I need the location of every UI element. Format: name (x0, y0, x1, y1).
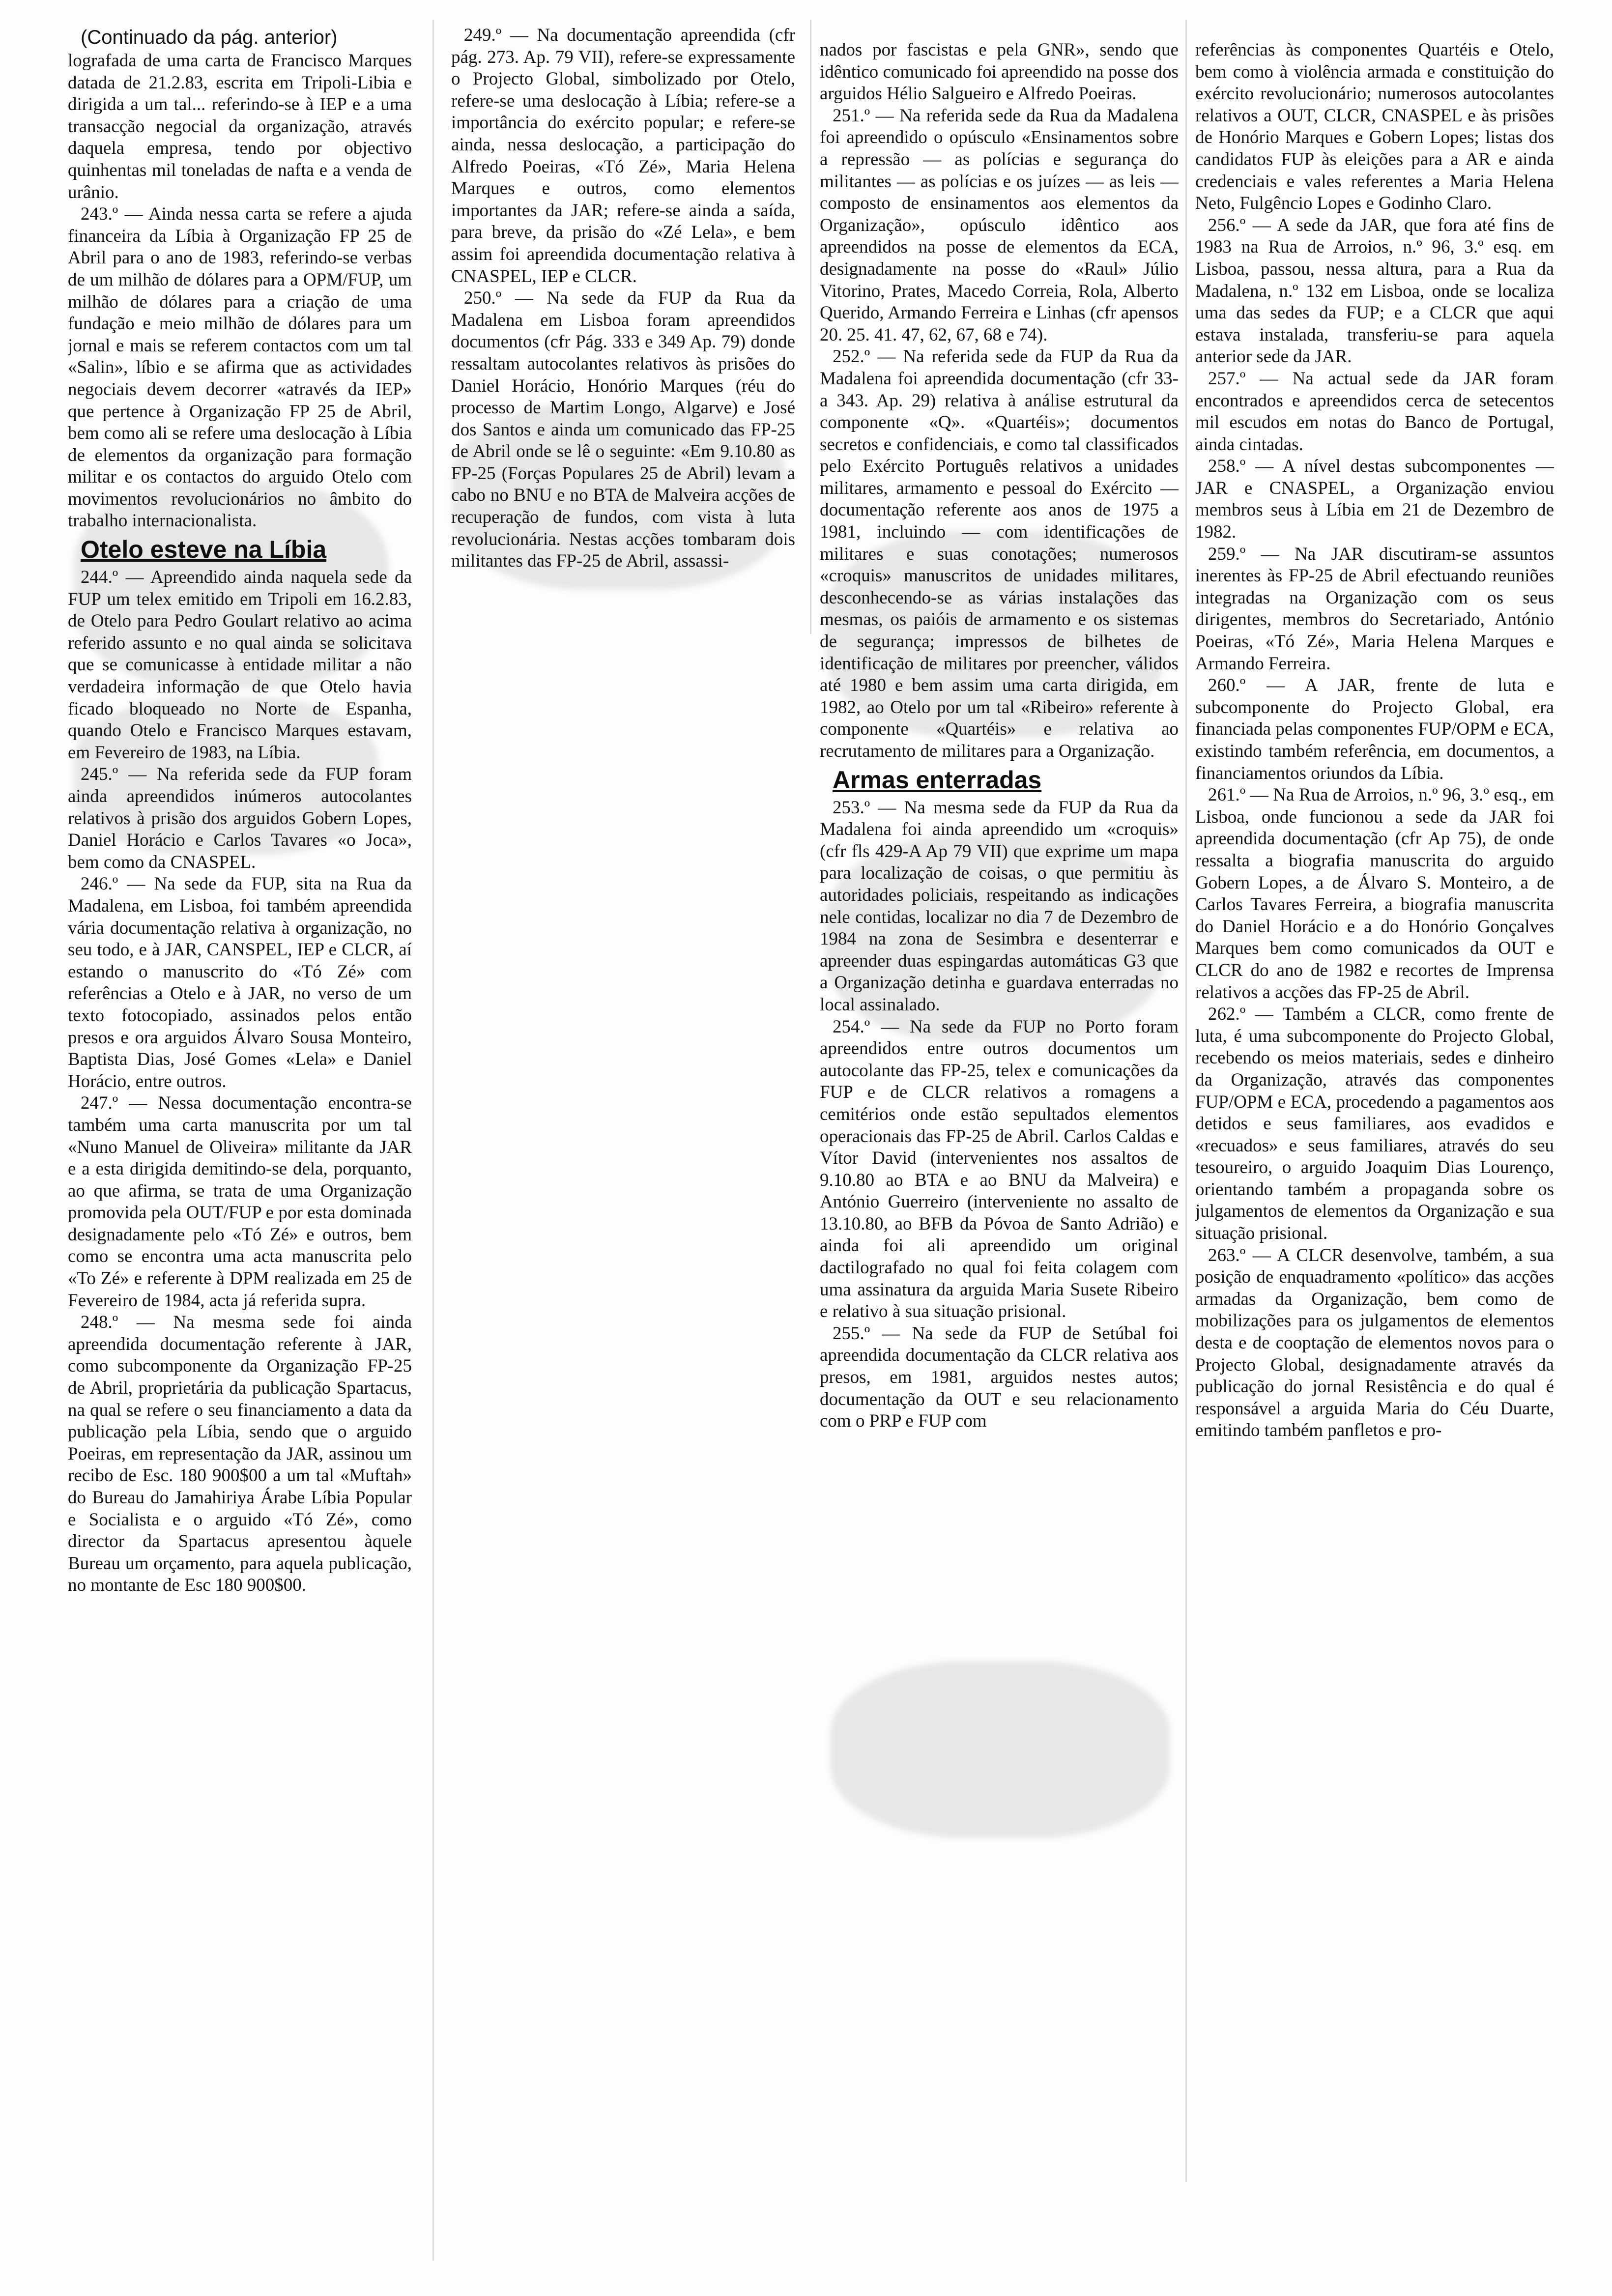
paragraph-262: 262.º — Também a CLCR, como frente de luta, é uma subcomponente do Projecto Global, recebendo os meios materiais, sedes e dinheiro da Organização, através das componentes FUP/OPM e ECA, procedendo a pagamentos aos detidos e seus familiares, aos evadidos e «recuados» e seus familiares, através do seu tesoureiro, o arguido Joaquim Dias Lourenço, orientando também a propaganda sobre os julgamentos de elementos da Organização e sua situação prisional. (1195, 1004, 1554, 1244)
paragraph-255-continued: referências às componentes Quartéis e Otelo, bem como à violência armada e constituição do exército revolucionário; numerosos autocolantes relativos a OUT, CLCR, CNASPEL e às prisões de Honório Marques e Gobern Lopes; listas dos candidatos FUP às eleições para a AR e ainda credenciais e vales referentes a Maria Helena Neto, Fulgêncio Lopes e Godinho Claro. (1195, 40, 1554, 214)
continued-header: (Continuado da pág. anterior) (81, 27, 338, 48)
paragraph-258: 258.º — A nível destas subcomponentes — JAR e CNASPEL, a Organização enviou membros seus à Líbia em 21 de Dezembro de 1982. (1195, 456, 1554, 543)
paragraph-255: 255.º — Na sede da FUP de Setúbal foi apreendida documentação da CLCR relativa aos presos, em 1981, arguidos nestes autos; documentação da OUT e seu relacionamento com o PRP e FUP com (820, 1323, 1179, 1432)
paragraph-259: 259.º — Na JAR discutiram-se assuntos inerentes às FP-25 de Abril efectuando reuniões integradas na Organização com os seus dirigentes, membros do Secretariado, António Poeiras, «Tó Zé», Maria Helena Marques e Armando Ferreira. (1195, 544, 1554, 674)
column-3 (820, 39, 1179, 2211)
paragraph-261: 261.º — Na Rua de Arroios, n.º 96, 3.º esq., em Lisboa, onde funcionou a sede da JAR foi apreendida documentação (cfr Ap 75), de onde ressalta a biografia manuscrita do arguido Gobern Lopes, a de Álvaro S. Monteiro, a de Carlos Tavares Ferreira, a biografia manuscrita do Daniel Horácio e a do Honório Gonçalves Marques bem como comunicados da OUT e CLCR do ano de 1982 e recortes de Imprensa relativos a acções das FP-25 de Abril. (1195, 785, 1554, 1003)
section-heading-armas: Armas enterradas (833, 766, 1042, 794)
column-rule (432, 20, 434, 2261)
paragraph-257: 257.º — Na actual sede da JAR foram encontrados e apreendidos cerca de setecentos mil escudos em notas do Banco de Portugal, ainda cintadas. (1195, 368, 1554, 455)
column-1 (68, 25, 412, 2266)
paragraph-250-continued: nados por fascistas e pela GNR», sendo que idêntico comunicado foi apreendido na posse dos arguidos Hélio Salgueiro e Alfredo Poeiras. (820, 40, 1179, 104)
paragraph-244: 244.º — Apreendido ainda naquela sede da FUP um telex emitido em Tripoli em 16.2.83, de Otelo para Pedro Goulart relativo ao acima referido assunto e no qual ainda se solicitava que se comunicasse à entidade militar a não verdadeira informação de que Otelo havia ficado bloqueado no Norte de Espanha, quando Otelo e Francisco Marques estavam, em Fevereiro de 1983, na Líbia. (68, 567, 412, 763)
column-4 (1195, 39, 1554, 2123)
paragraph-243: 243.º — Ainda nessa carta se refere a ajuda financeira da Líbia à Organização FP 25 de Abril para o ano de 1983, referindo-se verbas de um milhão de dólares para a OPM/FUP, um milhão de dólares para a criação de uma fundação e meio milhão de dólares para um jornal e mais se referem contactos com um tal «Salin», líbio e se afirma que as actividades negociais devem decorrer «através da IEP» que pertence à Organização FP 25 de Abril, bem como ali se refere uma deslocação à Líbia de elementos da organização para formação militar e os contactos do arguido Otelo com movimentos revolucionários no âmbito do trabalho internacionalista. (68, 204, 412, 531)
column-rule (1185, 20, 1187, 2182)
paragraph-249: 249.º — Na documentação apreendida (cfr pág. 273. Ap. 79 VII), refere-se expressamente o Projecto Global, simbolizado por Otelo, refere-se uma deslocação à Líbia; refere-se a importância do exército popular; e refere-se ainda, nessa deslocação, a participação do Alfredo Poeiras, «Tó Zé», Maria Helena Marques e outros, como elementos importantes da JAR; refere-se ainda a saída, para breve, da prisão do «Zé Lela», e bem assim foi apreendida documentação relativa à CNASPEL, IEP e CLCR. (451, 25, 795, 287)
paragraph-254: 254.º — Na sede da FUP no Porto foram apreendidos entre outros documentos um autocolante das FP-25, telex e comunicações da FUP e de CLCR relativos a romagens a cemitérios onde estão sepultados elementos operacionais das FP-25 de Abril. Carlos Caldas e Vítor David (intervenientes nos assaltos de 9.10.80 ao BTA e ao BNU da Malveira) e António Guerreiro (interveniente no assalto de 13.10.80, ao BFB da Póvoa de Santo Adrião) e ainda foi ali apreendido um original dactilografado no qual foi feita colagem com uma assinatura da arguida Maria Susete Ribeiro e relativo à sua situação prisional. (820, 1016, 1179, 1322)
paragraph-250: 250.º — Na sede da FUP da Rua da Madalena em Lisboa foram apreendidos documentos (cfr Pág. 333 e 349 Ap. 79) donde ressaltam autocolantes relativos às prisões do Daniel Horácio, Honório Marques (réu do processo de Martim Longo, Algarve) e José dos Santos e ainda um comunicado das FP-25 de Abril onde se lê o seguinte: «Em 9.10.80 as FP-25 (Forças Populares 25 de Abril) levam a cabo no BNU e no BTA de Malveira acções de recuperação de fundos, com vista à luta revolucionária. Nestas acções tombaram dois militantes das FP-25 de Abril, assassi- (451, 288, 795, 572)
paragraph-256: 256.º — A sede da JAR, que fora até fins de 1983 na Rua de Arroios, n.º 96, 3.º esq. em Lisboa, passou, nessa altura, para a Rua da Madalena, n.º 132 em Lisboa, onde se localiza uma das sedes da FUP; e a CLCR que aqui estava instalada, transferiu-se para aquela anterior sede da JAR. (1195, 215, 1554, 367)
paragraph-260: 260.º — A JAR, frente de luta e subcomponente do Projecto Global, era financiada pelas componentes FUP/OPM e ECA, existindo também referência, em documentos, a financiamentos oriundos da Líbia. (1195, 675, 1554, 783)
paragraph-253: 253.º — Na mesma sede da FUP da Rua da Madalena foi ainda apreendido um «croquis» (cfr fls 429-A Ap 79 VII) que exprime um mapa para localização de coisas, o que permitiu às autoridades policiais, respeitando as indicações nele contidas, localizar no dia 7 de Dezembro de 1984 na zona de Sesimbra e desenterrar e apreender duas espingardas automáticas G3 que a Organização detinha e guardava enterradas no local assinalado. (820, 797, 1179, 1015)
section-heading-otelo: Otelo esteve na Líbia (81, 536, 327, 564)
column-2 (451, 25, 795, 609)
paragraph-247: 247.º — Nessa documentação encontra-se também uma carta manuscrita por um tal «Nuno Manuel de Oliveira» militante da JAR e a esta dirigida demitindo-se dela, porquanto, ao que afirma, se trata de uma Organização promovida pela OUT/FUP e por esta dominada designadamente pelo «Tó Zé» e outros, bem como se encontra uma acta manuscrita pelo «To Zé» e referente à DPM realizada em 25 de Fevereiro de 1984, acta já referida supra. (68, 1093, 412, 1311)
paragraph-246: 246.º — Na sede da FUP, sita na Rua da Madalena, em Lisboa, foi também apreendida vária documentação relativa à organização, no seu todo, e à JAR, CANSPEL, IEP e CLCR, aí estando o manuscrito do «Tó Zé» com referências a Otelo e à JAR, no verso de um texto fotocopiado, assinados pelos então presos e ora arguidos Álvaro Sousa Monteiro, Baptista Dias, José Gomes «Lela» e Daniel Horácio, entre outros. (68, 874, 412, 1091)
paragraph-252: 252.º — Na referida sede da FUP da Rua da Madalena foi apreendida documentação (cfr 33- a 343. Ap. 29) relativa à análise estrutural da componente «Q». «Quartéis»; documentos secretos e confidenciais, e como tal classificados pelo Exército Português relativos a unidades militares, armamento e pessoal do Exército — documentação referente aos anos de 1975 a 1981, incluindo — com identificações de militares e suas conotações; numerosos «croquis» manuscritos de unidades militares, desconhecendo-se as várias instalações das mesmas, os paióis de armamento e os sistemas de segurança; impressos de bilhetes de identificação de militares por preencher, válidos até 1980 e bem assim uma carta dirigida, em 1982, ao Otelo por um tal «Ribeiro» referente à componente «Quartéis» e relativa ao recrutamento de militares para a Organização. (820, 346, 1179, 761)
paragraph-248: 248.º — Na mesma sede foi ainda apreendida documentação referente à JAR, como subcomponente da Organização FP-25 de Abril, proprietária da publicação Spartacus, na qual se refere o seu financiamento a data da publicação pela Líbia, sendo que o arguido Poeiras, em representação da JAR, assinou um recibo de Esc. 180 900$00 a um tal «Muftah» do Bureau do Jamahiriya Árabe Líbia Popular e Socialista e o arguido «Tó Zé», como director da Spartacus apresentou àquele Bureau um orçamento, para aquela publicação, no montante de Esc 180 900$00. (68, 1312, 412, 1596)
paragraph-263: 263.º — A CLCR desenvolve, também, a sua posição de enquadramento «político» das acções armadas da Organização, bem como de mobilizações para os julgamentos de elementos desta e de cooptação de elementos novos para o Projecto Global, designadamente através da publicação do jornal Resistência e do qual é responsável a arguida Maria do Céu Duarte, emitindo também panfletos e pro- (1195, 1245, 1554, 1441)
paragraph-242-continued: lografada de uma carta de Francisco Marques datada de 21.2.83, escrita em Tripoli-Libia e dirigida a um tal... referindo-se à IEP e a uma transacção negocial da organização, através daquela empresa, tendo por objectivo quinhentas mil toneladas de nafta e a venda de urânio. (68, 51, 412, 202)
column-rule (810, 20, 811, 634)
paragraph-245: 245.º — Na referida sede da FUP foram ainda apreendidos inúmeros autocolantes relativos à prisão dos arguidos Gobern Lopes, Daniel Horácio e Carlos Tavares «o Joca», bem como da CNASPEL. (68, 764, 412, 872)
paragraph-251: 251.º — Na referida sede da Rua da Madalena foi apreendido o opúsculo «Ensinamentos sobre a repressão — as polícias e segurança do militantes — as polícias e os juízes — as leis — composto de ensinamentos aos elementos da Organização», opúsculo idêntico aos apreendidos na posse de elementos da ECA, designadamente na posse do «Raul» Júlio Vitorino, Prates, Macedo Correia, Rola, Alberto Querido, Armando Ferreira e Linhas (cfr apensos 20. 25. 41. 47, 62, 67, 68 e 74). (820, 105, 1179, 345)
